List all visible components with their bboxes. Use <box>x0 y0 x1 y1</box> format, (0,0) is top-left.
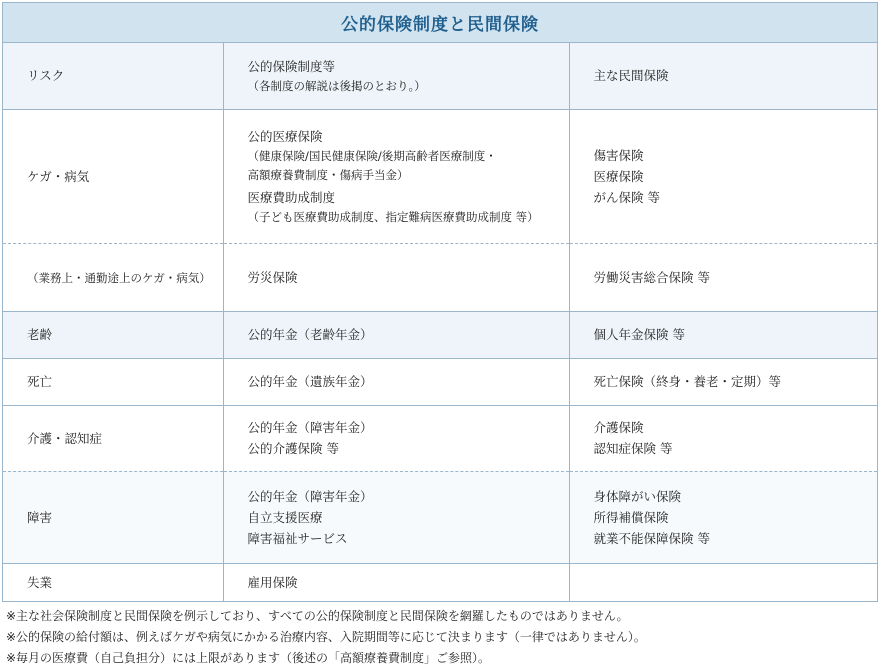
header-row <box>3 43 877 109</box>
public-item: 公的年金（障害年金） <box>247 488 373 504</box>
public-cell <box>223 405 569 471</box>
private-item: 医療保険 <box>593 168 644 184</box>
public-item: 公的介護保険 等 <box>247 441 339 456</box>
private-item: 死亡保険（終身・養老・定期）等 <box>593 374 782 389</box>
footnote: ※毎月の医療費（自己負担分）には上限があります（後述の「高額療養費制度」ご参照）。 <box>6 651 491 665</box>
private-item: 認知症保険 等 <box>593 441 673 456</box>
public-medical-insurance <box>248 126 569 185</box>
risk-cell: ケガ・病気 <box>3 109 223 243</box>
risk-label: （業務上・通勤途上のケガ・病気） <box>27 270 211 285</box>
table-row <box>3 471 877 563</box>
footnote: ※主な社会保険制度と民間保険を例示しており、すべての公的保険制度と民間保険を網羅したものではありません。 <box>6 609 629 623</box>
medical-subsidy <box>248 187 569 227</box>
public-item-note: 高額療養費制度・傷病手当金） <box>247 167 409 182</box>
public-item-note: （子ども医療費助成制度、指定難病医療費助成制度 等） <box>247 209 539 224</box>
footnotes <box>6 606 876 669</box>
table-row <box>3 109 877 243</box>
table-row <box>3 563 877 601</box>
private-cell <box>569 563 877 601</box>
public-item: 雇用保険 <box>247 574 298 590</box>
header-private: 主な民間保険 <box>569 43 877 109</box>
private-item: 所得補償保険 <box>593 509 669 525</box>
public-cell <box>223 471 569 563</box>
risk-cell: 障害 <box>3 471 223 563</box>
public-item: 労災保険 <box>247 269 298 285</box>
table-row <box>3 243 877 311</box>
table-row <box>3 358 877 405</box>
public-cell <box>223 109 569 243</box>
public-item: 障害福祉サービス <box>247 530 348 546</box>
private-cell <box>569 243 877 311</box>
private-item: がん保険 等 <box>593 189 660 205</box>
public-cell <box>223 311 569 358</box>
public-cell <box>223 358 569 405</box>
private-cell <box>569 109 877 243</box>
private-item: 個人年金保険 等 <box>593 327 685 342</box>
public-item: 医療費助成制度 <box>247 189 336 205</box>
header-public <box>223 43 569 109</box>
insurance-comparison-table <box>2 2 878 602</box>
private-cell <box>569 358 877 405</box>
table-title: 公的保険制度と民間保険 <box>3 3 877 43</box>
table-row <box>3 405 877 471</box>
public-item: 公的年金（障害年金） <box>247 420 373 435</box>
risk-cell: 失業 <box>3 563 223 601</box>
public-item: 自立支援医療 <box>247 509 323 525</box>
public-item: 公的年金（老齢年金） <box>247 327 373 342</box>
private-item: 傷害保険 <box>593 147 644 163</box>
header-public-note: （各制度の解説は後掲のとおり。） <box>247 78 426 93</box>
table-row <box>3 311 877 358</box>
public-cell <box>223 563 569 601</box>
risk-cell: 介護・認知症 <box>3 405 223 471</box>
comparison-grid <box>3 43 877 601</box>
private-item: 労働災害総合保険 等 <box>593 269 710 285</box>
risk-cell <box>3 243 223 311</box>
risk-cell: 死亡 <box>3 358 223 405</box>
header-risk: リスク <box>3 43 223 109</box>
header-public-title: 公的保険制度等 <box>247 58 336 74</box>
risk-cell: 老齢 <box>3 311 223 358</box>
private-item: 介護保険 <box>593 420 644 435</box>
private-item: 身体障がい保険 <box>593 488 682 504</box>
private-cell <box>569 471 877 563</box>
public-item: 公的年金（遺族年金） <box>247 374 373 389</box>
footnote: ※公的保険の給付額は、例えばケガや病気にかかる治療内容、入院期間等に応じて決まります（一律ではありません）。 <box>6 630 646 644</box>
public-item-note: （健康保険/国民健康保険/後期高齢者医療制度・ <box>247 148 497 163</box>
public-item: 公的医療保険 <box>247 128 323 144</box>
public-cell <box>223 243 569 311</box>
private-cell <box>569 311 877 358</box>
private-item: 就業不能保障保険 等 <box>593 530 710 546</box>
private-cell <box>569 405 877 471</box>
